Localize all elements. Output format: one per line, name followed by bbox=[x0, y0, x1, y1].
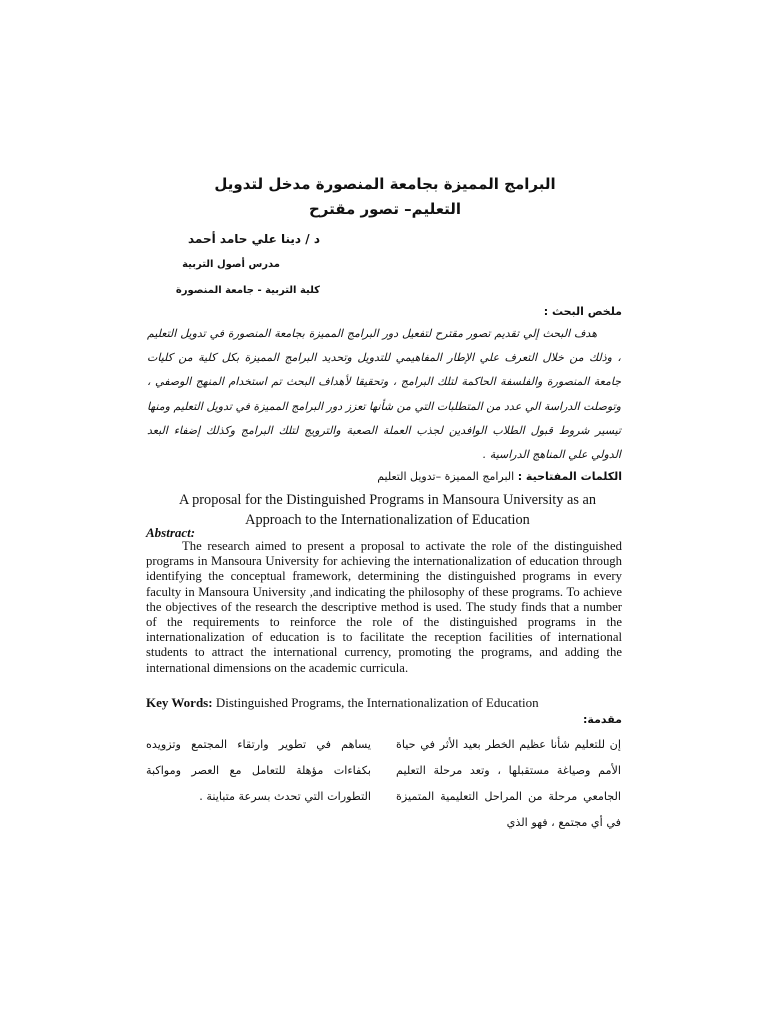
english-keywords-text: Distinguished Programs, the Internationalization of Education bbox=[212, 695, 539, 710]
arabic-title-line-2: التعليم– تصور مقترح bbox=[308, 200, 462, 218]
arabic-keywords bbox=[377, 470, 622, 483]
introduction-text-right: إن للتعليم شأنا عظيم الخطر بعيد الأثر في حياة الأمم وصياغة مستقبلها ، وتعد مرحلة التعليم الجامعي مرحلة من المراحل التعليمية المتميزة في أي مجتمع ، فهو الذي bbox=[396, 738, 621, 829]
english-title-line-1: A proposal for the Distinguished Programs in Mansoura University as an bbox=[179, 492, 596, 508]
author-affiliation: كلية التربية - جامعة المنصورة bbox=[175, 285, 320, 296]
english-keywords-label: Key Words: bbox=[146, 695, 213, 710]
introduction-column-right bbox=[396, 732, 621, 836]
author-title: مدرس أصول التربية bbox=[182, 259, 280, 270]
arabic-keywords-label: الكلمات المفتاحية : bbox=[517, 470, 622, 483]
introduction-column-left bbox=[146, 732, 371, 810]
author-name: د / دينا علي حامد أحمد bbox=[188, 232, 320, 246]
english-abstract-label: Abstract: bbox=[146, 525, 196, 540]
introduction-text-left: يساهم في تطوير وارتقاء المجتمع وتزويده بكفاءات مؤهلة للتعامل مع العصر ومواكبة التطورات التي تحدث بسرعة متباينة . bbox=[146, 738, 371, 803]
english-title-line-2: Approach to the Internationalization of Education bbox=[245, 512, 530, 528]
english-abstract-text: The research aimed to present a proposal to activate the role of the distinguished programs in Mansoura University for achieving the internationalization of education through identifying the conceptual framework, determining the distinguished programs in every faculty in Mansoura University ,and indicating the philosophy of these programs. To achieve the objectives of the research the descriptive method is used. The study finds that a number of the requirements to reinforce the role of the distinguished programs in the internationalization of education is to facilitate the reception facilities of international students to attract the international currency, promoting the programs, and adding the international dimensions on the academic curricula. bbox=[146, 539, 622, 675]
introduction-heading: مقدمة: bbox=[583, 713, 622, 726]
english-abstract bbox=[146, 539, 622, 676]
arabic-abstract bbox=[147, 322, 621, 467]
arabic-keywords-text: البرامج المميزة –تدويل التعليم bbox=[377, 470, 515, 483]
english-keywords bbox=[146, 695, 626, 711]
arabic-abstract-text: هدف البحث إلي تقديم تصور مقترح لتفعيل دور البرامج المميزة بجامعة المنصورة في تدويل التعليم ، وذلك من خلال التعرف علي الإطار المفاهيمي للتدويل وتحديد البرامج المميزة بكل كلية من كليات جامعة المنصورة والفلسفة الحاكمة لتلك البرامج ، وتحقيقا لأهداف البحث تم استخدام المنهج الوصفي ، وتوصلت الدراسة الي عدد من المتطلبات التي من شأنها تعزز دور البرامج المميزة في تدويل التعليم ومنها تيسير شروط قبول الطلاب الوافدين لجذب العملة الصعبة والترويج لتلك البرامج وكذلك إضفاء البعد الدولي علي المناهج الدراسية . bbox=[147, 327, 621, 462]
english-title bbox=[140, 490, 635, 530]
arabic-abstract-heading: ملخص البحث : bbox=[543, 305, 622, 318]
arabic-title-line-1: البرامج المميزة بجامعة المنصورة مدخل لتدويل bbox=[214, 175, 556, 193]
